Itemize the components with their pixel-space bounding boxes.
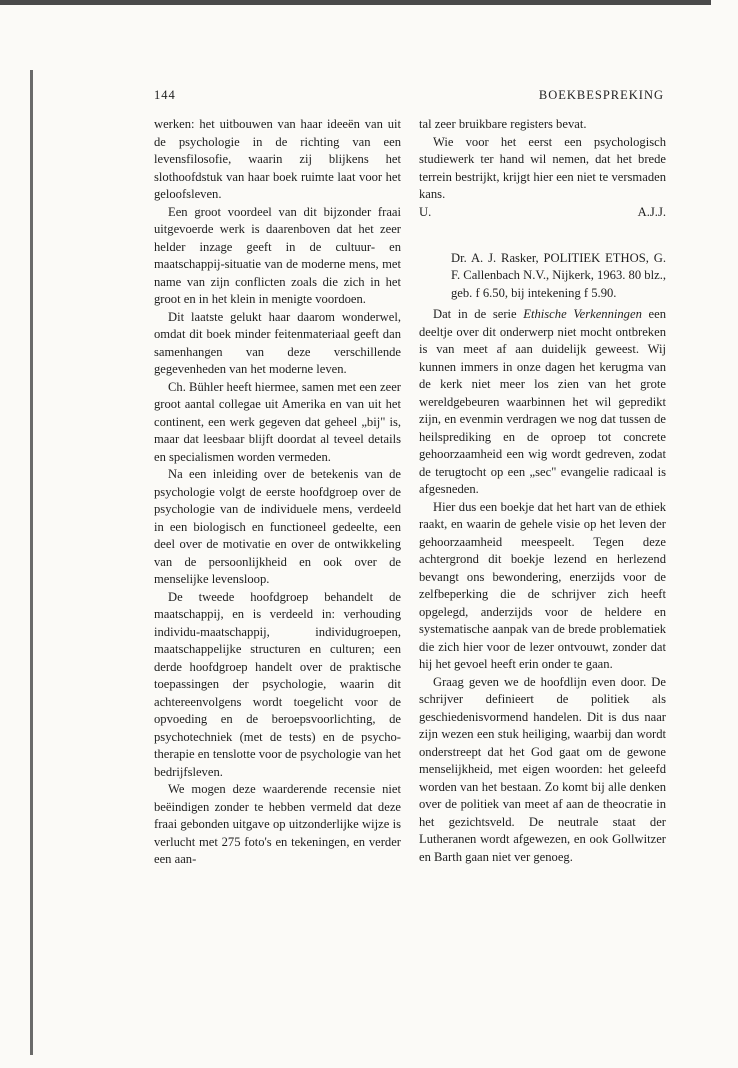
paragraph: werken: het uitbouwen van haar ideeën van uit de psychologie in de richting van een levensfilosofie, waarin zij blijkens het slothoofdstuk van haar boek ruimte laat voor het geloofsleven. xyxy=(154,117,401,201)
paragraph: Na een inleiding over de betekenis van de psychologie volgt de eerste hoofdgroep over de psychologie van de individuele mens, verdeeld in een biologisch en functioneel gedeelte, een deel over de motivatie en over de ontwikkeling van de persoonlijkheid en ook over de menselijke levensloop. xyxy=(154,467,401,586)
paragraph: Dit laatste gelukt haar daarom wonderwel, omdat dit boek minder feitenmateriaal geeft dan samenhangen van deze verschillende gegevenheden van het moderne leven. xyxy=(154,309,401,376)
scan-top-edge xyxy=(0,0,711,5)
series-title: Ethische Verkenningen xyxy=(523,307,642,321)
paragraph: Een groot voordeel van dit bijzonder fraai uitgevoerde werk is daarenboven dat het zeer helder inzage geeft in de cultuur- en maatschappij-situatie van de moderne mens, met name van zijn conflicten zoals die zich in het groot en in het klein in menigte voordoen. xyxy=(154,204,401,306)
running-title: BOEKBESPREKING xyxy=(538,88,664,102)
text-run: Dat in de serie xyxy=(433,307,524,321)
right-column xyxy=(419,116,666,866)
paragraph: Graag geven we de hoofdlijn even door. De schrijver definieert de politiek als geschiedenisvormend handelen. Dit is dus naar zijn wezen een stuk heiliging, waarbij dan wordt onderstreept dat het God gaat om de gewone menselijkheid, met eigen woorden: het geleefd worden van het bestaan. Zo komt bij alle denken over de politiek van meet af aan de theocratie in het gezichtsveld. De neutrale staat der Lutheranen wordt afgewezen, en ook Gollwitzer en Barth gaan niet ver genoeg. xyxy=(419,674,666,864)
text-run: een deeltje over dit onderwerp niet mocht ontbreken is van meet af aan duidelijk geweest. Wij kunnen immers in onze dagen het kerugma van de kerk niet meer los zien van het grote wereldgebeuren waarbinnen het wil gepredikt zijn, en evenmin verdragen we nog dat tussen de heilsprediking en de oproep tot concrete gehoorzaamheid een wig wordt gedreven, zodat de terugtocht op een „sec" evangelie radicaal is afgesneden. xyxy=(419,307,667,496)
review-signature-row xyxy=(419,204,666,222)
left-column xyxy=(154,116,401,869)
reviewer-signature: A.J.J. xyxy=(637,204,666,219)
reviewer-initial: U. xyxy=(419,204,432,219)
paragraph: Wie voor het eerst een psychologisch studiewerk ter hand wil nemen, dat het brede terrein bestrijkt, krijgt hier een niet te versmaden kans. xyxy=(419,134,666,201)
paragraph: tal zeer bruikbare registers bevat. xyxy=(419,117,587,131)
scan-binding-edge xyxy=(30,70,33,1055)
paragraph: Ch. Bühler heeft hiermee, samen met een zeer groot aantal collegae uit Amerika en van uit het continent, een werk gegeven dat geheel „bij" is, maar dat leesbaar blijft doordat al teveel details en specialismen worden vermeden. xyxy=(154,379,401,464)
paragraph: Hier dus een boekje dat het hart van de ethiek raakt, en waarin de gehele visie op het leven der gehoorzaamheid meespeelt. Tegen deze achtergrond dit boekje lezend en herlezend bevangt ons bewondering, enerzijds voor de zelfbeperking die de schrijver zich heeft opgelegd, anderzijds voor de heldere en systematische aanpak van de brede problematiek die zich hier voor de lezer ontvouwt, zonder dat hij het gevoel heeft erin onder te gaan. xyxy=(419,499,666,671)
page-number: 144 xyxy=(154,88,176,102)
page-header xyxy=(154,88,664,108)
paragraph xyxy=(419,306,666,499)
paragraph: We mogen deze waarderende recensie niet beëindigen zonder te hebben vermeld dat deze fraai gebonden uitgave op uitzonderlijke wijze is verlucht met 275 foto's en tekeningen, en verder een aan- xyxy=(154,782,401,866)
book-reference: Dr. A. J. Rasker, POLITIEK ETHOS, G. F. Callenbach N.V., Nijkerk, 1963. 80 blz., geb. f 6.50, bij intekening f 5.90. xyxy=(451,250,666,300)
paragraph: De tweede hoofdgroep behandelt de maatschappij, en is verdeeld in: verhouding individu-maatschappij, individugroepen, maatschappelijke structuren en culturen; een derde hoofdgroep handelt over de praktische toepassingen der psychologie, waarin dit achtereenvolgens wordt toegelicht voor de opvoeding en de beroepsvoorlichting, de psychotechniek (met de tests) en de psycho-therapie en tenslotte voor de psychologie van het bedrijfsleven. xyxy=(154,589,401,779)
